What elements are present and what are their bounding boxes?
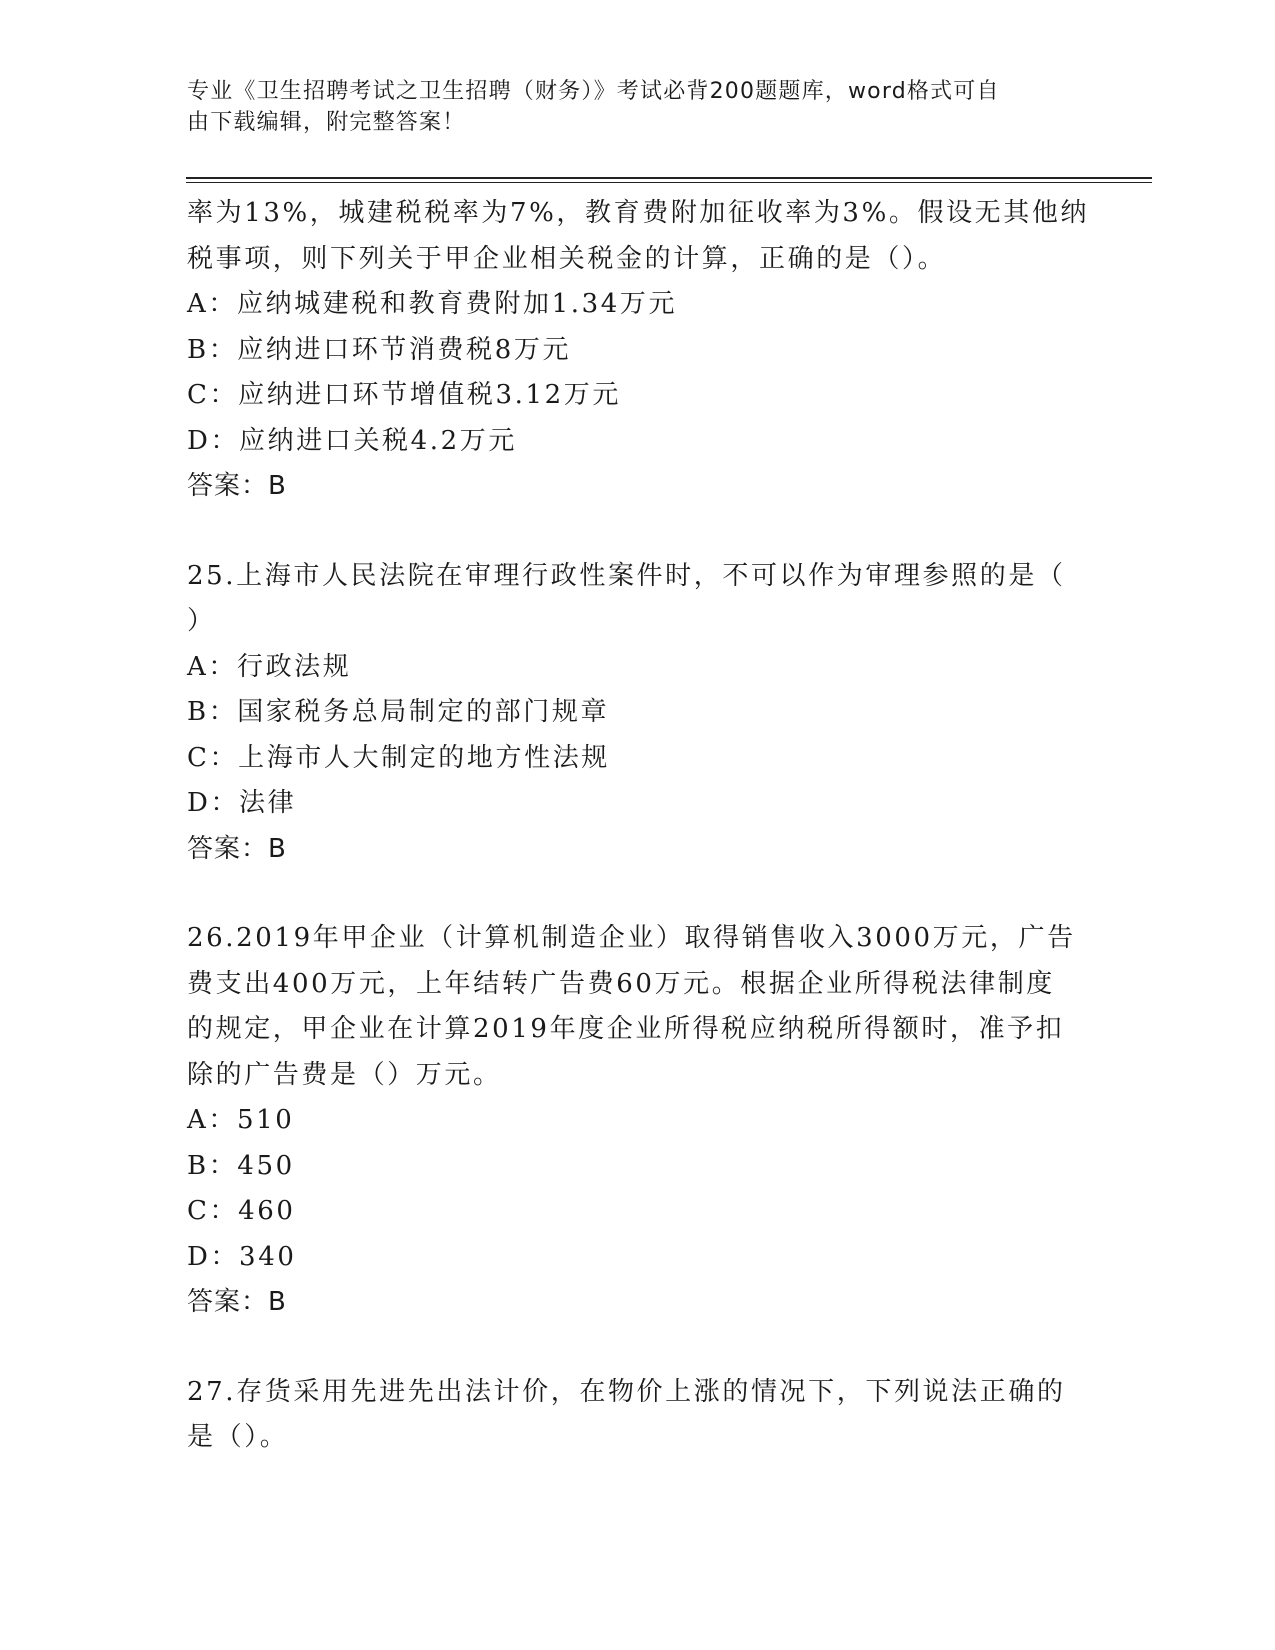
question-stem-line: 是（）。: [187, 1422, 289, 1452]
answer-line: 答案：B: [187, 471, 287, 501]
option-d: D：应纳进口关税4.2万元: [187, 425, 517, 456]
answer-line: 答案：B: [187, 833, 287, 864]
question-stem-line: 27.存货采用先进先出法计价，在物价上涨的情况下，下列说法正确的: [187, 1376, 1066, 1407]
option-b: B：应纳进口环节消费税8万元: [187, 334, 572, 365]
question-26: [187, 916, 1076, 1326]
question-stem-line: 率为13%，城建税税率为7%，教育费附加征收率为3%。假设无其他纳: [187, 198, 1090, 228]
question-24-fragment: [187, 191, 1090, 510]
option-c: C：上海市人大制定的地方性法规: [187, 742, 610, 773]
question-stem-line: 26.2019年甲企业（计算机制造企业）取得销售收入3000万元，广告: [187, 923, 1076, 953]
option-b: B：国家税务总局制定的部门规章: [187, 697, 610, 727]
question-stem-line: 除的广告费是（）万元。: [187, 1059, 502, 1090]
question-stem-line: 25.上海市人民法院在审理行政性案件时，不可以作为审理参照的是（: [187, 560, 1066, 591]
option-a: A：510: [187, 1105, 295, 1135]
option-c: C：应纳进口环节增值税3.12万元: [187, 380, 621, 410]
question-25: [187, 554, 1067, 873]
question-stem-line: ）: [187, 606, 216, 636]
header-rule-thin: [186, 182, 1152, 183]
option-b: B：450: [187, 1150, 295, 1181]
question-stem-line: 税事项，则下列关于甲企业相关税金的计算，正确的是（）。: [187, 243, 947, 274]
option-a: A：行政法规: [187, 651, 352, 682]
question-stem-line: 的规定，甲企业在计算2019年度企业所得税应纳税所得额时，准予扣: [187, 1014, 1065, 1044]
option-d: D：法律: [187, 788, 297, 818]
header-rule-thick: [186, 177, 1152, 179]
option-a: A：应纳城建税和教育费附加1.34万元: [187, 289, 678, 319]
header-line-1: 专业《卫生招聘考试之卫生招聘（财务）》考试必背200题题库，word格式可自: [187, 79, 1000, 104]
question-27: [187, 1370, 1067, 1461]
header-line-2: 由下载编辑，附完整答案！: [187, 110, 466, 135]
question-stem-line: 费支出400万元，上年结转广告费60万元。根据企业所得税法律制度: [187, 968, 1055, 999]
option-d: D：340: [187, 1241, 297, 1272]
answer-line: 答案：B: [187, 1287, 287, 1317]
document-body: [187, 191, 1090, 1461]
document-header: [187, 76, 1067, 138]
option-c: C：460: [187, 1196, 296, 1226]
